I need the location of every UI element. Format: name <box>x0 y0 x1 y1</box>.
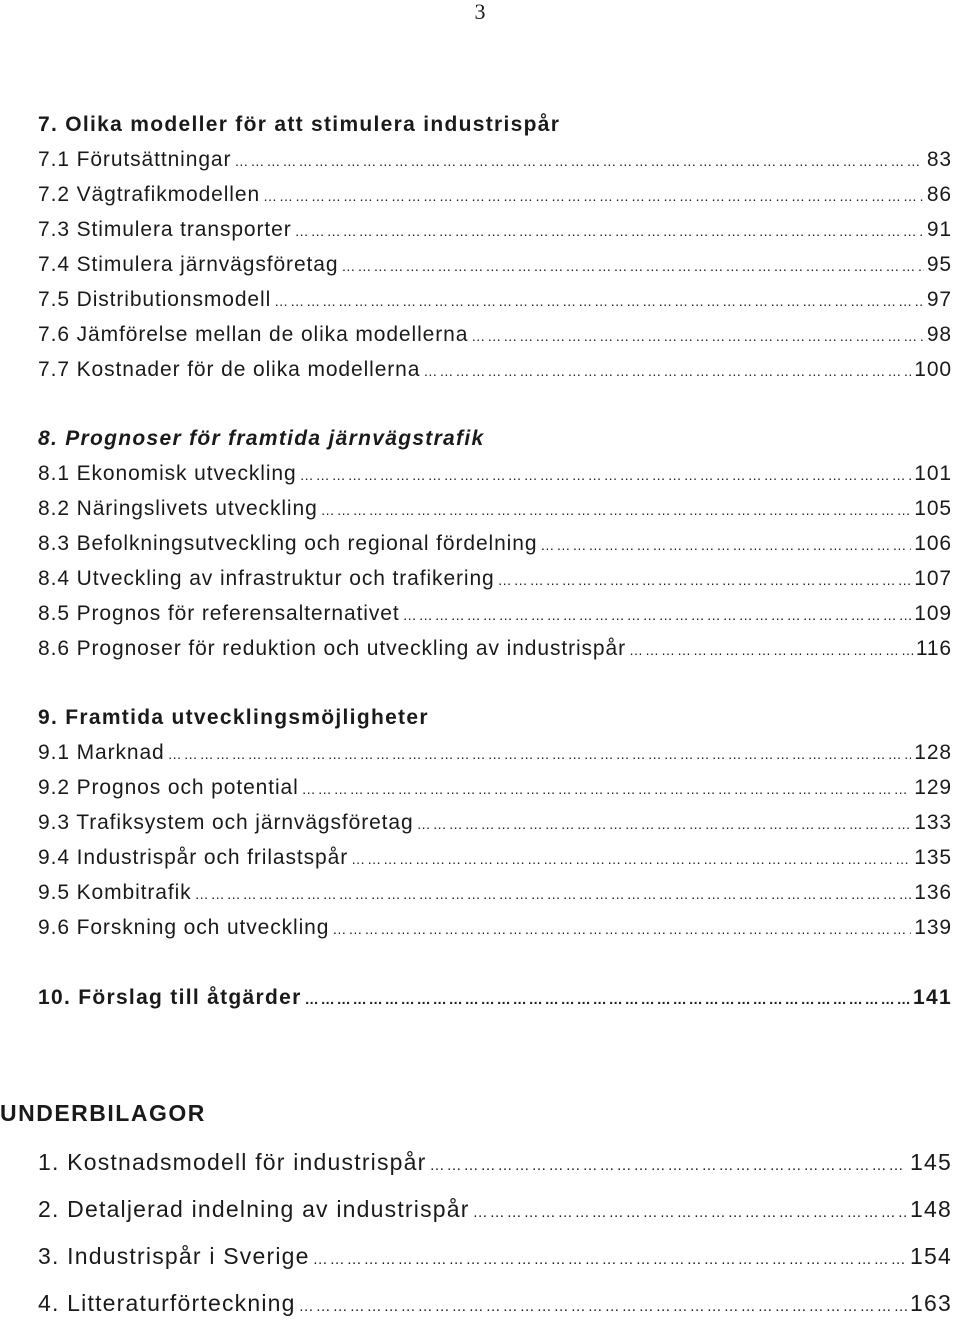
toc-entry-label: 9.4 Industrispår och frilastspår <box>38 846 349 869</box>
toc-entry-label: 9.5 Kombitrafik <box>38 881 192 904</box>
dot-leader <box>403 598 912 633</box>
toc-chapter-8 <box>38 421 952 666</box>
toc-entry-label: 7.1 Förutsättningar <box>38 148 232 171</box>
toc-entry-label: 8.5 Prognos för referensalternativet <box>38 602 400 625</box>
dot-leader <box>417 807 912 842</box>
toc-entry-label: 7.5 Distributionsmodell <box>38 288 272 311</box>
dot-leader <box>302 772 912 807</box>
toc-entry[interactable] <box>38 491 952 526</box>
toc-entry[interactable] <box>38 247 952 282</box>
dot-leader <box>430 1142 907 1189</box>
toc-entry-page: 154 <box>910 1243 952 1269</box>
toc-entry[interactable] <box>38 1139 952 1186</box>
toc-entry[interactable] <box>38 596 952 631</box>
toc-entry-page: 116 <box>915 637 952 660</box>
toc-entry[interactable] <box>38 770 952 805</box>
toc-entry-page: 97 <box>926 288 952 311</box>
dot-leader <box>300 458 912 493</box>
toc-entry[interactable] <box>38 910 952 945</box>
toc-entry-label: 7.6 Jämförelse mellan de olika modellerna <box>38 323 469 346</box>
dot-leader <box>332 912 911 947</box>
dot-leader <box>313 1236 907 1283</box>
toc-entry-page: 86 <box>926 183 952 206</box>
toc-entry[interactable] <box>38 631 952 666</box>
chapter-heading: 8. Prognoser för framtida järnvägstrafik <box>38 427 485 450</box>
toc-entry-page: 107 <box>914 567 952 590</box>
dot-leader <box>341 249 923 284</box>
toc-entry[interactable] <box>38 1233 952 1280</box>
appendices-heading: UNDERBILAGOR <box>0 1100 206 1126</box>
dot-leader <box>168 737 912 772</box>
toc-entry[interactable] <box>38 840 952 875</box>
toc-entry-page: 98 <box>926 323 952 346</box>
toc-entry-label: 7.3 Stimulera transporter <box>38 218 292 241</box>
toc-entry[interactable] <box>38 317 952 352</box>
toc-entry-label: 10. Förslag till åtgärder <box>38 986 302 1009</box>
toc-entry-label: 1. Kostnadsmodell för industrispår <box>38 1149 427 1175</box>
toc-chapter-10 <box>38 980 952 1015</box>
dot-leader <box>473 1189 907 1236</box>
toc-entry[interactable] <box>38 875 952 910</box>
dot-leader <box>321 493 912 528</box>
toc-entry-label: 7.4 Stimulera järnvägsföretag <box>38 253 339 276</box>
page-number: 3 <box>474 0 486 24</box>
toc-entry[interactable] <box>38 142 952 177</box>
toc-entry[interactable] <box>38 805 952 840</box>
dot-leader <box>498 563 912 598</box>
chapter-heading: 9. Framtida utvecklingsmöjligheter <box>38 706 429 729</box>
dot-leader <box>471 319 924 354</box>
dot-leader <box>540 528 911 563</box>
toc-entry[interactable] <box>38 526 952 561</box>
toc-entry-label: 8.4 Utveckling av infrastruktur och trafikering <box>38 567 495 590</box>
toc-entry-label: 9.2 Prognos och potential <box>38 776 299 799</box>
toc-entry-page: 133 <box>914 811 952 834</box>
toc-entry[interactable] <box>38 1186 952 1233</box>
toc-entry[interactable] <box>38 561 952 596</box>
dot-leader <box>295 214 924 249</box>
dot-leader <box>423 354 911 389</box>
toc-entry-page: 109 <box>914 602 952 625</box>
toc-entry[interactable] <box>38 177 952 212</box>
toc-entry-page: 106 <box>914 532 952 555</box>
toc-entry-page: 129 <box>914 776 952 799</box>
toc-entry-page: 141 <box>913 986 952 1009</box>
toc-entry[interactable] <box>38 980 952 1015</box>
toc-entry-page: 128 <box>914 741 952 764</box>
toc-entry[interactable] <box>38 212 952 247</box>
toc-entry-label: 9.6 Forskning och utveckling <box>38 916 330 939</box>
dot-leader <box>274 284 924 319</box>
toc-entry[interactable] <box>38 1280 952 1327</box>
dot-leader <box>299 1283 907 1330</box>
toc-entry-label: 8.6 Prognoser för reduktion och utveckling av industrispår <box>38 637 626 660</box>
toc-entry-label: 8.2 Näringslivets utveckling <box>38 497 318 520</box>
toc-entry-page: 136 <box>914 881 952 904</box>
toc-entry-label: 3. Industrispår i Sverige <box>38 1243 310 1269</box>
chapter-heading: 7. Olika modeller för att stimulera industrispår <box>38 113 561 136</box>
toc-entry-label: 9.1 Marknad <box>38 741 165 764</box>
toc-entry-label: 7.2 Vägtrafikmodellen <box>38 183 261 206</box>
toc-entry-label: 7.7 Kostnader för de olika modellerna <box>38 358 421 381</box>
toc-appendices <box>38 1139 952 1327</box>
toc-entry-label: 4. Litteraturförteckning <box>38 1290 296 1316</box>
toc-entry-label: 8.1 Ekonomisk utveckling <box>38 462 297 485</box>
toc-entry-label: 8.3 Befolkningsutveckling och regional fördelning <box>38 532 538 555</box>
dot-leader <box>263 179 924 214</box>
toc-entry-page: 145 <box>910 1149 952 1175</box>
toc-entry[interactable] <box>38 735 952 770</box>
toc-entry-page: 95 <box>926 253 952 276</box>
toc-entry[interactable] <box>38 282 952 317</box>
toc-chapter-9 <box>38 700 952 945</box>
toc-entry[interactable] <box>38 456 952 491</box>
dot-leader <box>305 982 910 1017</box>
toc-entry-page: 148 <box>910 1196 952 1222</box>
dot-leader <box>234 144 923 179</box>
toc-entry-label: 2. Detaljerad indelning av industrispår <box>38 1196 470 1222</box>
toc-entry[interactable] <box>38 352 952 387</box>
toc-entry-page: 139 <box>914 916 952 939</box>
toc-entry-page: 91 <box>926 218 952 241</box>
toc-entry-page: 101 <box>914 462 952 485</box>
toc-entry-page: 83 <box>926 148 952 171</box>
toc-entry-label: 9.3 Trafiksystem och järnvägsföretag <box>38 811 414 834</box>
dot-leader <box>195 877 912 912</box>
toc-chapter-7 <box>38 107 952 387</box>
dot-leader <box>629 633 913 668</box>
dot-leader <box>351 842 911 877</box>
toc-entry-page: 135 <box>914 846 952 869</box>
toc-entry-page: 163 <box>910 1290 952 1316</box>
toc-entry-page: 105 <box>914 497 952 520</box>
toc-entry-page: 100 <box>914 358 952 381</box>
